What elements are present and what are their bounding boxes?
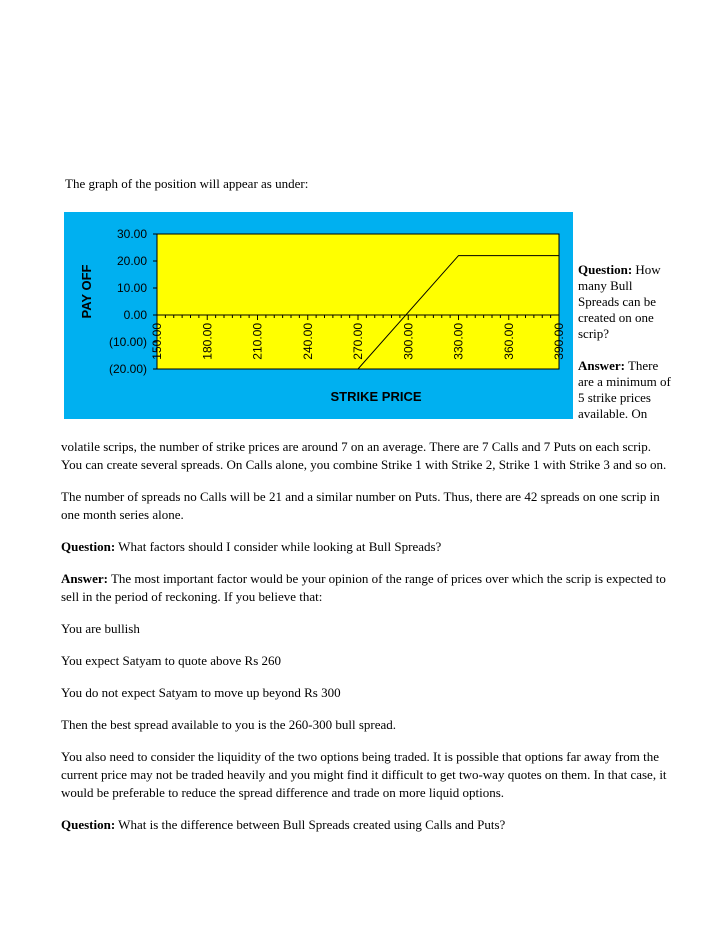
side-question-text: How many Bull Spreads can be created on one scrip?	[578, 262, 661, 341]
y-tick-label: 20.00	[116, 254, 147, 268]
body-text	[61, 438, 671, 848]
payoff-chart	[64, 212, 573, 419]
side-answer	[578, 358, 674, 422]
payoff-chart-svg	[64, 212, 573, 419]
x-tick-label: 330.00	[451, 323, 466, 360]
x-tick-label: 390.00	[552, 323, 566, 360]
x-tick-label: 240.00	[300, 323, 315, 360]
x-tick-label: 150.00	[150, 323, 164, 360]
x-tick-label: 210.00	[250, 323, 265, 360]
side-answer-text: There are a minimum of 5 strike prices available. On	[578, 358, 671, 421]
paragraph-6: Then the best spread available to you is the 260-300 bull spread.	[61, 717, 397, 732]
y-tick-label: 0.00	[123, 308, 147, 322]
paragraph-7: You also need to consider the liquidity of the two options being traded. It is possible that options far away from the current price may not be traded heavily and you might find it difficult to get two-way quotes on them. In that case, it would be preferable to reduce the spread difference and trade on more liquid options.	[61, 749, 667, 800]
x-tick-label: 270.00	[351, 323, 365, 360]
paragraph-4: You expect Satyam to quote above Rs 260	[61, 653, 282, 668]
side-answer-label: Answer:	[578, 358, 625, 373]
question-3-label: Question:	[61, 817, 116, 832]
paragraph-2: The number of spreads no Calls will be 21 and a similar number on Puts. Thus, there are 42 spreads on one scrip in one month series alone.	[61, 489, 660, 522]
question-3	[61, 816, 671, 834]
question-3-text: What is the difference between Bull Spreads created using Calls and Puts?	[115, 817, 506, 832]
x-axis-title: STRIKE PRICE	[330, 389, 422, 404]
side-question-label: Question:	[578, 262, 633, 277]
x-tick-label: 360.00	[501, 323, 516, 360]
y-tick-label: 30.00	[116, 227, 147, 241]
side-question	[578, 262, 674, 342]
paragraph-1: volatile scrips, the number of strike prices are around 7 on an average. There are 7 Calls and 7 Puts on each scrip. You can create several spreads. On Calls alone, you combine Strike 1 with Strike 2, Strike 1 with Strike 3 and so on.	[61, 439, 667, 472]
question-2	[61, 538, 671, 556]
paragraph-3: You are bullish	[61, 621, 140, 636]
x-tick-label: 300.00	[401, 323, 416, 360]
y-tick-label: (20.00)	[108, 362, 147, 376]
intro-text: The graph of the position will appear as under:	[65, 176, 309, 191]
question-2-label: Question:	[61, 539, 116, 554]
y-axis-title: PAY OFF	[79, 264, 94, 319]
answer-2-text: The most important factor would be your opinion of the range of prices over which the scrip is expected to sell in the period of reckoning. If you believe that:	[61, 571, 666, 604]
question-2-text: What factors should I consider while looking at Bull Spreads?	[115, 539, 442, 554]
paragraph-5: You do not expect Satyam to move up beyond Rs 300	[61, 685, 341, 700]
side-note	[578, 262, 674, 438]
x-tick-label: 180.00	[200, 323, 215, 360]
answer-2	[61, 570, 671, 606]
answer-2-label: Answer:	[61, 571, 108, 586]
y-tick-label: (10.00)	[108, 335, 147, 349]
y-tick-label: 10.00	[116, 281, 147, 295]
